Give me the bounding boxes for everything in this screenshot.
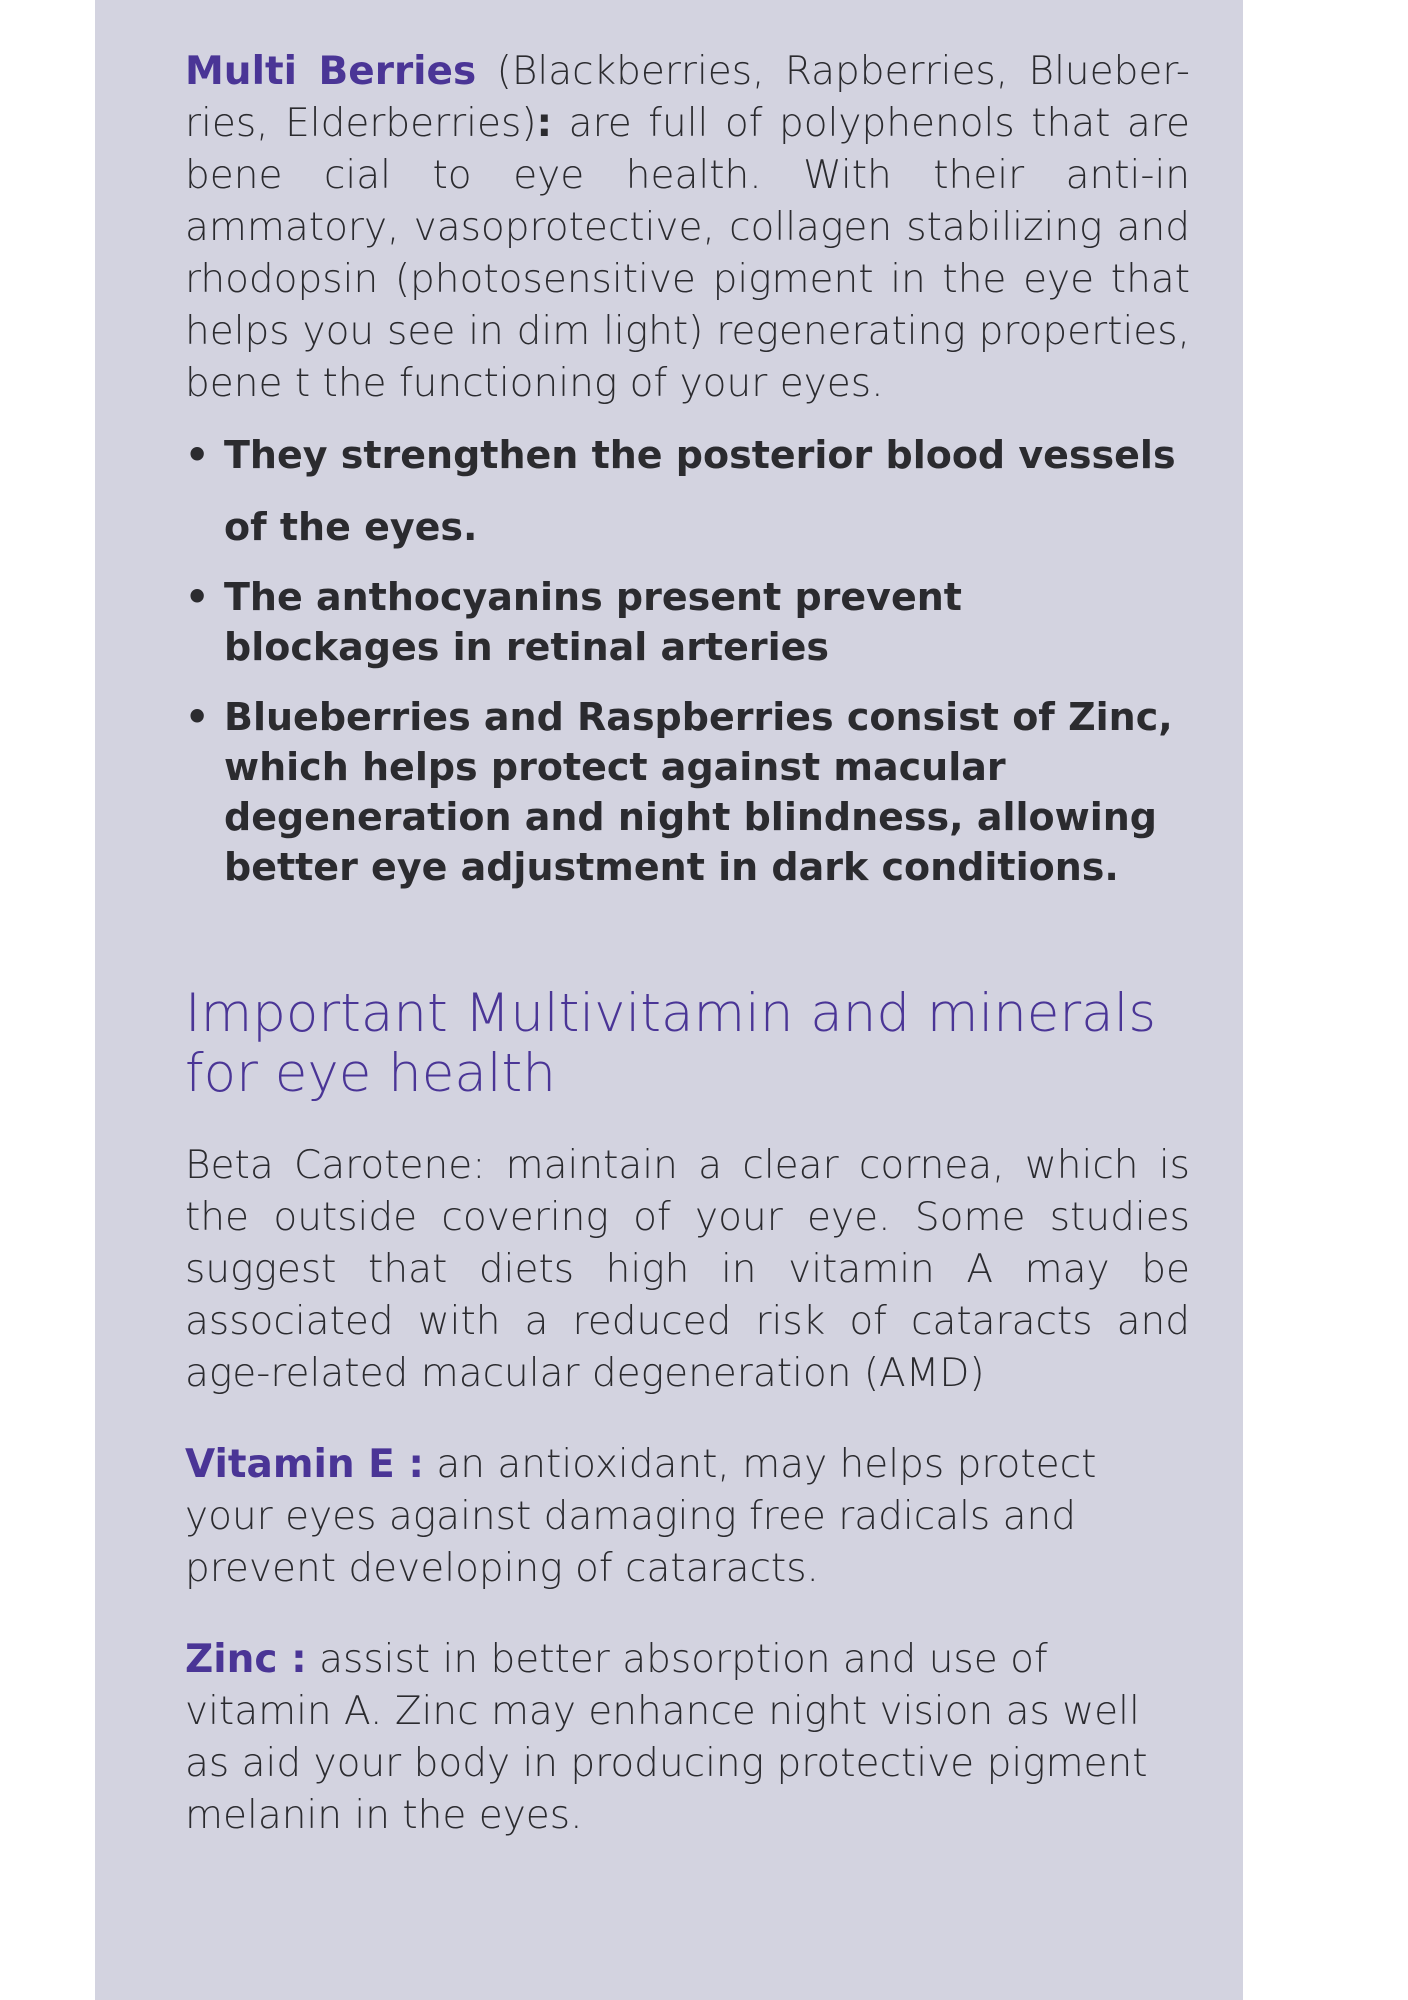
vitamin-e-paragraph <box>185 1439 1160 1595</box>
berries-types: (Blackberries, Rapberries, Blueber-ries, Elderberries) <box>185 49 1190 146</box>
berries-title: Multi Berries <box>185 49 477 94</box>
page-content <box>185 46 1190 1881</box>
berries-benefits-list <box>185 430 1190 892</box>
zinc-paragraph <box>185 1634 1160 1842</box>
beta-carotene-paragraph: Beta Carotene: maintain a clear cornea, which is the outside covering of your eye. Some studies suggest that diets high in vitamin A may be associated with a reduced risk of cataracts and age-related macular degeneration (AMD) <box>185 1143 1190 1396</box>
berries-colon: : <box>536 101 553 146</box>
bullet-1-line-2: of the eyes. <box>224 505 478 549</box>
vitamin-e-label: Vitamin E : <box>185 1442 424 1487</box>
berries-description: are full of polyphenols that are bene cial to eye health. With their anti-in ammatory, vasoprotective, collagen stabilizing and rhodopsin (photosensitive pigment in the eye that helps you see in dim light) regenerating properties, bene t the functioning of your eyes. <box>185 101 1191 406</box>
section-heading: Important Multivitamin and minerals for eye health <box>185 983 1157 1104</box>
zinc-label: Zinc : <box>185 1637 307 1682</box>
berries-paragraph <box>185 46 1190 410</box>
bullet-icon: • <box>185 575 210 619</box>
zinc-text: assist in better absorption and use of vitamin A. Zinc may enhance night vision as well as aid your body in producing protective pigment melanin in the eyes. <box>185 1637 1148 1838</box>
bullet-1-line-1: They strengthen the posterior blood vessels <box>224 433 1176 477</box>
list-item <box>185 430 1190 552</box>
vitamin-e-text: an antioxidant, may helps protect your eyes against damaging free radicals and prevent developing of cataracts. <box>185 1442 1097 1591</box>
bullet-icon: • <box>185 433 210 477</box>
page-panel <box>95 0 1243 2000</box>
list-item <box>185 692 1190 892</box>
bullet-icon: • <box>185 695 210 739</box>
list-item <box>185 572 1190 672</box>
bullet-2-text: The anthocyanins present prevent blockages in retinal arteries <box>224 575 962 669</box>
bullet-3-text: Blueberries and Raspberries consist of Zinc, which helps protect against macular degeneration and night blindness, allowing better eye adjustment in dark conditions. <box>224 695 1173 889</box>
